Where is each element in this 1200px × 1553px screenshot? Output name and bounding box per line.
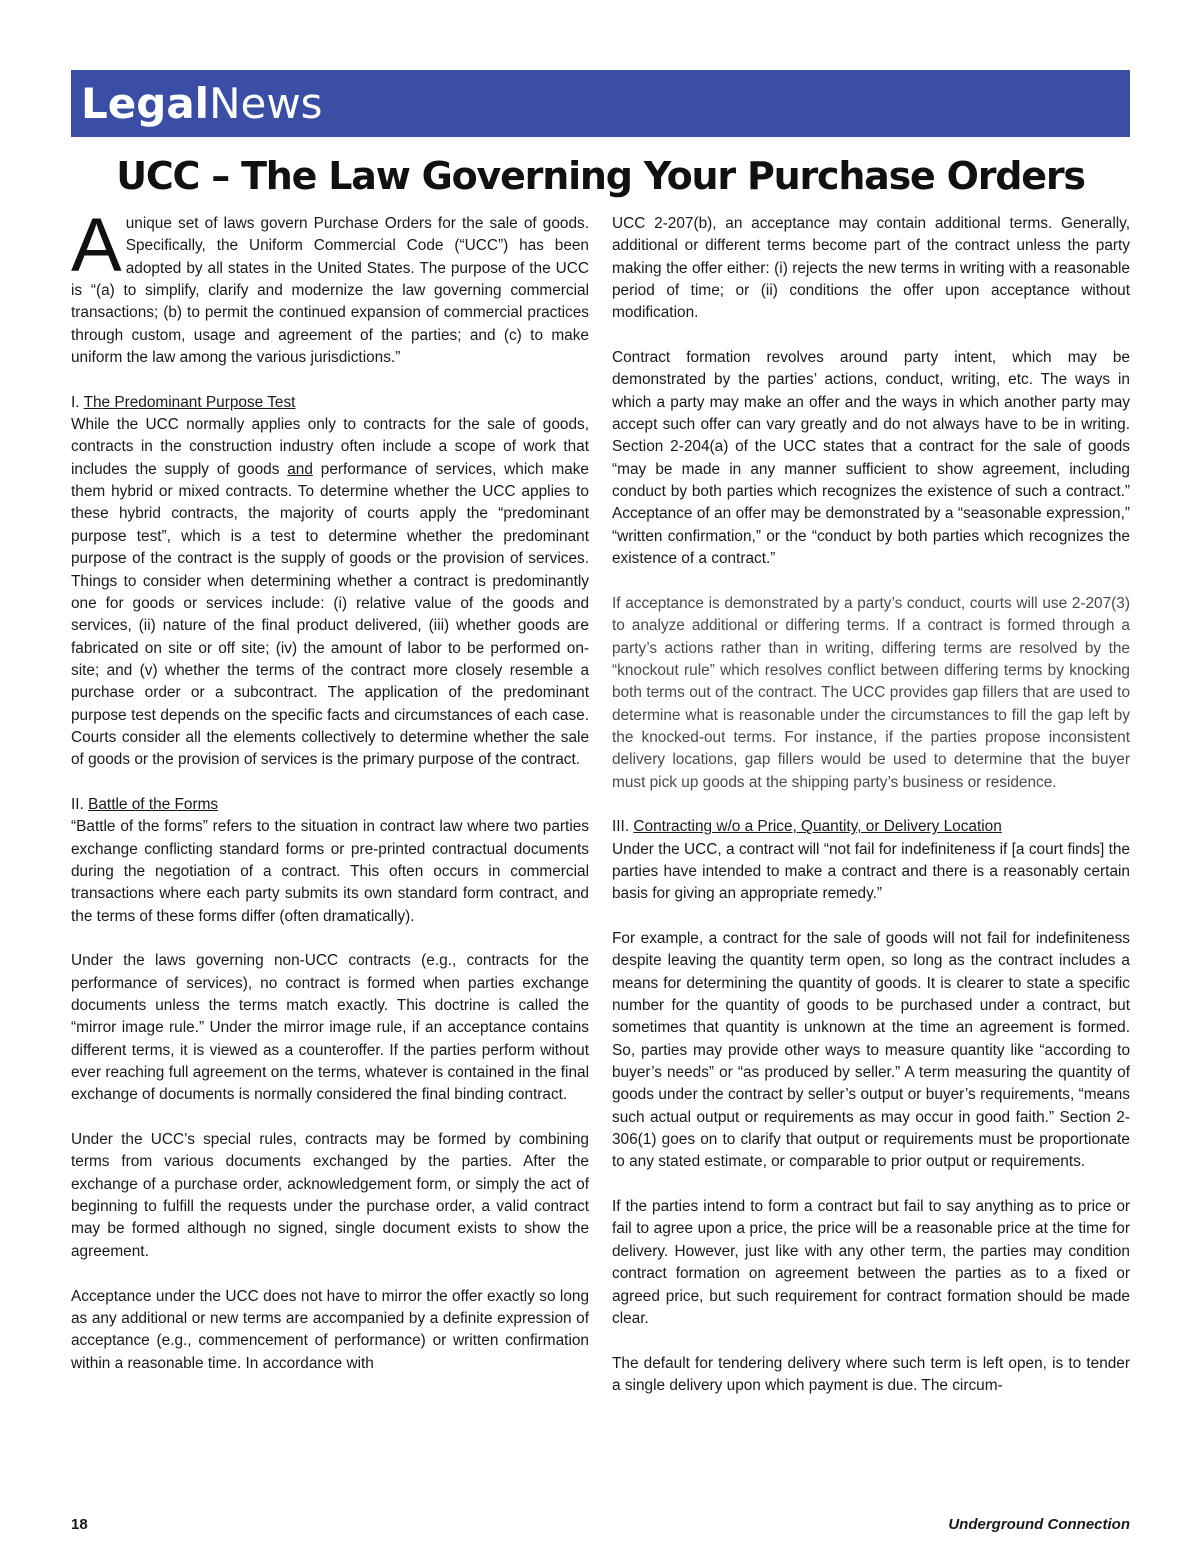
article-title: UCC – The Law Governing Your Purchase Orders (116, 154, 1085, 198)
left-column (71, 213, 589, 1513)
section-2-title: Battle of the Forms (88, 795, 219, 813)
publication-name: Underground Connection (948, 1516, 1130, 1533)
right-paragraph-2: Contract formation revolves around party intent, which may be demonstrated by the parties’ actions, conduct, writing, etc. The ways in which a party may make an offer and the ways in which another party may accept such offer can vary greatly and do not always have to be in writing. Section 2-204(a) of the UCC states that a contract for the sale of goods “may be made in any manner sufficient to show agreement, including conduct by both parties which recognizes the existence of such a contract.” Acceptance of an offer may be demonstrated by a “seasonable expression,” “written confirmation,” or the “conduct by both parties which recognizes the existence of a contract.” (612, 349, 1130, 568)
section-3-heading (612, 816, 1130, 838)
section-3-paragraph-3: If the parties intend to form a contract but fail to say anything as to price or fail to agree upon a price, the price will be a reasonable price at the time for delivery. However, just like with any other term, the parties may condition contract formation on agreement between the parties as to a fixed or agreed price, but such requirement for contract formation should be made clear. (612, 1198, 1130, 1327)
section-2-paragraph-1: “Battle of the forms” refers to the situation in contract law where two parties exchange conflicting standard forms or pre-printed contractual documents during the negotiation of a contract. This often occurs in commercial transactions where each party submits its own standard form contract, and the terms of these forms differ (often dramatically). (71, 818, 589, 925)
section-2-paragraph-2: Under the laws governing non-UCC contracts (e.g., contracts for the performance of services), no contract is formed when parties exchange documents unless the terms match exactly. This doctrine is called the “mirror image rule.” Under the mirror image rule, if an acceptance contains different terms, it is viewed as a counteroffer. If the parties perform without ever reaching full agreement on the terms, whatever is contained in the final exchange of documents is normally considered the final binding contract. (71, 952, 589, 1104)
drop-cap: A (71, 213, 122, 288)
right-paragraph-1: UCC 2-207(b), an acceptance may contain additional terms. Generally, additional or different terms become part of the contract unless the party making the offer either: (i) rejects the new terms in writing with a reasonable period of time; or (ii) conditions the offer upon acceptance without modification. (612, 215, 1130, 322)
section-2-paragraph-3: Under the UCC’s special rules, contracts may be formed by combining terms from various documents exchanged by the parties. After the exchange of a purchase order, acknowledgement form, or simply the act of beginning to fulfill the requests under the purchase order, a valid contract may be formed although no signed, single document exists to show the agreement. (71, 1131, 589, 1260)
section-3-paragraph-2: For example, a contract for the sale of goods will not fail for indefiniteness despite leaving the quantity term open, so long as the contract includes a means for determining the quantity of goods. It is clearer to state a specific number for the quantity of goods to be purchased under a contract, but sometimes that quantity is unknown at the time an agreement is formed. So, parties may provide other ways to measure quantity like “according to buyer’s needs” or “as produced by seller.” A term measuring the quantity of goods under the contract by seller’s output or buyer’s requirements, “means such actual output or requirements as may occur in good faith.” Section 2-306(1) goes on to clarify that output or requirements must be proportionate to any stated estimate, or comparable to prior output or requirements. (612, 930, 1130, 1171)
section-1-text-b: performance of services, which make them hybrid or mixed contracts. To determine whether the UCC applies to these hybrid contracts, the majority of courts apply the “predominant purpose test”, which is a test to determine whether the predominant purpose of the contract is the supply of goods or the provision of services. Things to consider when determining whether a contract is predominantly one for goods or services include: (i) relative value of the goods and services, (ii) nature of the final product delivered, (iii) whether goods are fabricated on site or off site; (iv) the amount of labor to be performed on-site; and (v) whether the terms of the contract more closely resemble a purchase order or a subcontract. The application of the predominant purpose test depends on the specific facts and circumstances of each case. Courts consider all the elements collectively to determine whether the sale of goods or the provision of services is the primary purpose of the contract. (71, 460, 589, 769)
section-1-paragraph (71, 414, 589, 772)
section-1-underlined-and: and (287, 460, 313, 478)
section-3-title: Contracting w/o a Price, Quantity, or Delivery Location (633, 818, 1002, 836)
intro-text: unique set of laws govern Purchase Orders for the sale of goods. Specifically, the Uniform Commercial Code (“UCC”) has been adopted by all states in the United States. The purpose of the UCC is “(a) to simplify, clarify and modernize the law governing commercial transactions; (b) to permit the continued expansion of commercial practices through custom, usage and agreement of the parties; and (c) to make uniform the law among the various jurisdictions.” (71, 215, 589, 367)
section-2-heading (71, 794, 589, 816)
section-2-paragraph-4: Acceptance under the UCC does not have to mirror the offer exactly so long as any additional or new terms are accompanied by a definite expression of acceptance (e.g., commencement of performance) or written confirmation within a reasonable time. In accordance with (71, 1287, 589, 1372)
section-1-heading (71, 392, 589, 414)
section-3-number: III. (612, 818, 634, 836)
right-paragraph-3: If acceptance is demonstrated by a party’s conduct, courts will use 2-207(3) to analyze additional or differing terms. If a contract is formed through a party’s actions rather than in writing, differing terms are resolved by the “knockout rule” which resolves conflict between differing terms by knocking both terms out of the contract. The UCC provides gap fillers that are used to determine what is reasonable under the circumstances to fill the gap left by the knocked-out terms. For instance, if the parties propose inconsistent delivery locations, gap fillers would be used to determine that the buyer must pick up goods at the shipping party’s business or residence. (612, 594, 1130, 791)
page-number: 18 (71, 1516, 88, 1533)
banner-brand-bold: Legal (81, 79, 210, 128)
right-column (612, 213, 1130, 1513)
section-3-paragraph-1: Under the UCC, a contract will “not fail for indefiniteness if [a court finds] the parties have intended to make a contract and there is a reasonably certain basis for giving an appropriate remedy.” (612, 840, 1130, 903)
section-3-paragraph-4: The default for tendering delivery where such term is left open, is to tender a single delivery upon which payment is due. The circum- (612, 1354, 1130, 1394)
section-1-text-a: While the UCC normally applies only to contracts for the sale of goods, contracts in the construction industry often include a scope of work that includes the supply of goods (71, 416, 589, 478)
section-2-number: II. (71, 795, 89, 813)
section-1-title: The Predominant Purpose Test (83, 393, 296, 411)
intro-paragraph (71, 213, 589, 369)
banner-brand-light: News (209, 79, 323, 128)
legal-news-banner (71, 70, 1130, 137)
section-1-number: I. (71, 393, 84, 411)
